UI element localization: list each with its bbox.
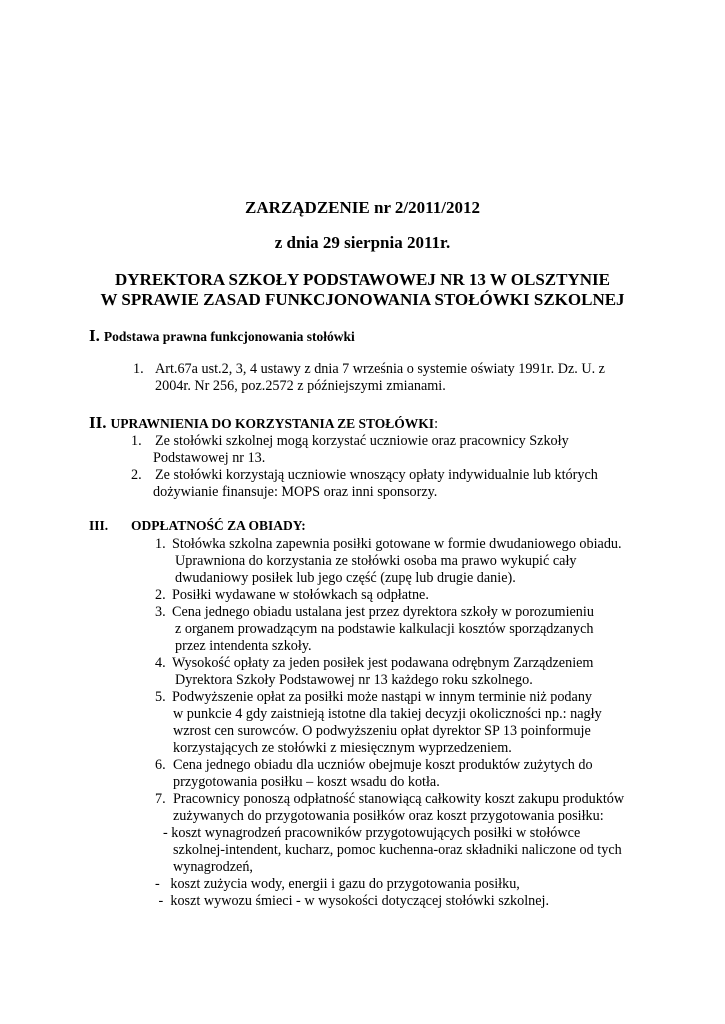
section-3-item-7-line: zużywanych do przygotowania posiłków oraz koszt przygotowania posiłku: <box>173 808 604 824</box>
document-subtitle-line2: W SPRAWIE ZASAD FUNKCJONOWANIA STOŁÓWKI SZKOLNEJ <box>100 290 625 309</box>
cost-line: wynagrodzeń, <box>173 859 253 875</box>
section-3-title: ODPŁATNOŚĆ ZA OBIADY: <box>131 518 306 533</box>
section-3-item-3-line: przez intendenta szkoły. <box>175 638 312 654</box>
section-3-item-6-line: Cena jednego obiadu dla uczniów obejmuje koszt produktów zużytych do <box>173 757 593 773</box>
section-3-item-4-line: Wysokość opłaty za jeden posiłek jest podawana odrębnym Zarządzeniem <box>172 655 594 671</box>
section-3-item-5-number: 5. <box>155 689 166 705</box>
section-3-item-1-line: Stołówka szkolna zapewnia posiłki gotowane w formie dwudaniowego obiadu. <box>172 536 622 552</box>
section-3-item-6-line: przygotowania posiłku – koszt wsadu do kotła. <box>173 774 440 790</box>
section-3-item-4-number: 4. <box>155 655 166 671</box>
document-title: ZARZĄDZENIE nr 2/2011/2012 <box>245 198 480 217</box>
section-3-item-2-line: Posiłki wydawane w stołówkach są odpłatne. <box>172 587 429 603</box>
section-3-item-1-line: Uprawniona do korzystania ze stołówki osoba ma prawo wykupić cały <box>175 553 577 569</box>
section-3-item-1-line: dwudaniowy posiłek lub jego część (zupę lub drugie danie). <box>175 570 516 586</box>
section-2-item-2-line: dożywianie finansuje: MOPS oraz inni sponsorzy. <box>153 484 438 500</box>
section-3-item-4-line: Dyrektora Szkoły Podstawowej nr 13 każdego roku szkolnego. <box>175 672 533 688</box>
section-2-numeral: II. <box>89 413 107 432</box>
section-1-item-number: 1. <box>133 361 144 377</box>
section-1-heading <box>89 326 355 346</box>
section-2-item-1-line: Podstawowej nr 13. <box>153 450 266 466</box>
section-3-item-7-line: Pracownicy ponoszą odpłatność stanowiącą całkowity koszt zakupu produktów <box>173 791 625 807</box>
section-3-item-5-line: korzystających ze stołówki z miesięcznym wyprzedzeniem. <box>173 740 512 756</box>
cost-line: - koszt zużycia wody, energii i gazu do przygotowania posiłku, <box>155 876 520 892</box>
section-3-item-3-line: z organem prowadzącym na podstawie kalkulacji kosztów sporządzanych <box>175 621 594 637</box>
section-3-item-5-line: Podwyższenie opłat za posiłki może nastąpi w innym terminie niż podany <box>172 689 593 705</box>
section-3-numeral: III. <box>89 518 109 533</box>
section-1-item-line: Art.67a ust.2, 3, 4 ustawy z dnia 7 września o systemie oświaty 1991r. Dz. U. z <box>155 361 605 377</box>
section-2-item-2-line: Ze stołówki korzystają uczniowie wnoszący opłaty indywidualnie lub których <box>155 467 598 483</box>
section-2-heading <box>89 413 438 433</box>
section-1-item-line: 2004r. Nr 256, poz.2572 z późniejszymi zmianami. <box>155 378 446 394</box>
document-subtitle-line1: DYREKTORA SZKOŁY PODSTAWOWEJ NR 13 W OLSZTYNIE <box>114 270 610 289</box>
section-3-item-6-number: 6. <box>155 757 166 773</box>
section-3-item-5-line: wzrost cen surowców. O podwyższeniu opłat dyrektor SP 13 poinformuje <box>173 723 591 739</box>
section-3-item-3-number: 3. <box>155 604 166 620</box>
section-2-item-1-line: Ze stołówki szkolnej mogą korzystać uczniowie oraz pracownicy Szkoły <box>155 433 569 449</box>
section-3-item-1-number: 1. <box>155 536 166 552</box>
section-2-item-1-number: 1. <box>131 433 142 449</box>
section-3-item-5-line: w punkcie 4 gdy zaistnieją istotne dla takiej decyzji okoliczności np.: nagły <box>173 706 602 722</box>
section-2-title: UPRAWNIENIA DO KORZYSTANIA ZE STOŁÓWKI <box>110 416 435 431</box>
section-3-item-2-number: 2. <box>155 587 166 603</box>
cost-line: szkolnej-intendent, kucharz, pomoc kuchenna-oraz składniki naliczone od tych <box>173 842 622 858</box>
section-1-numeral: I. <box>89 326 100 345</box>
section-2-colon: : <box>434 416 439 432</box>
section-2-item-2-number: 2. <box>131 467 142 483</box>
document-date: z dnia 29 sierpnia 2011r. <box>274 233 451 252</box>
cost-line: - koszt wywozu śmieci - w wysokości dotyczącej stołówki szkolnej. <box>155 893 550 909</box>
section-3-item-7-number: 7. <box>155 791 166 807</box>
section-3-item-3-line: Cena jednego obiadu ustalana jest przez dyrektora szkoły w porozumieniu <box>172 604 594 620</box>
section-1-title: Podstawa prawna funkcjonowania stołówki <box>103 329 355 344</box>
cost-line: - koszt wynagrodzeń pracowników przygotowujących posiłki w stołówce <box>163 825 581 841</box>
